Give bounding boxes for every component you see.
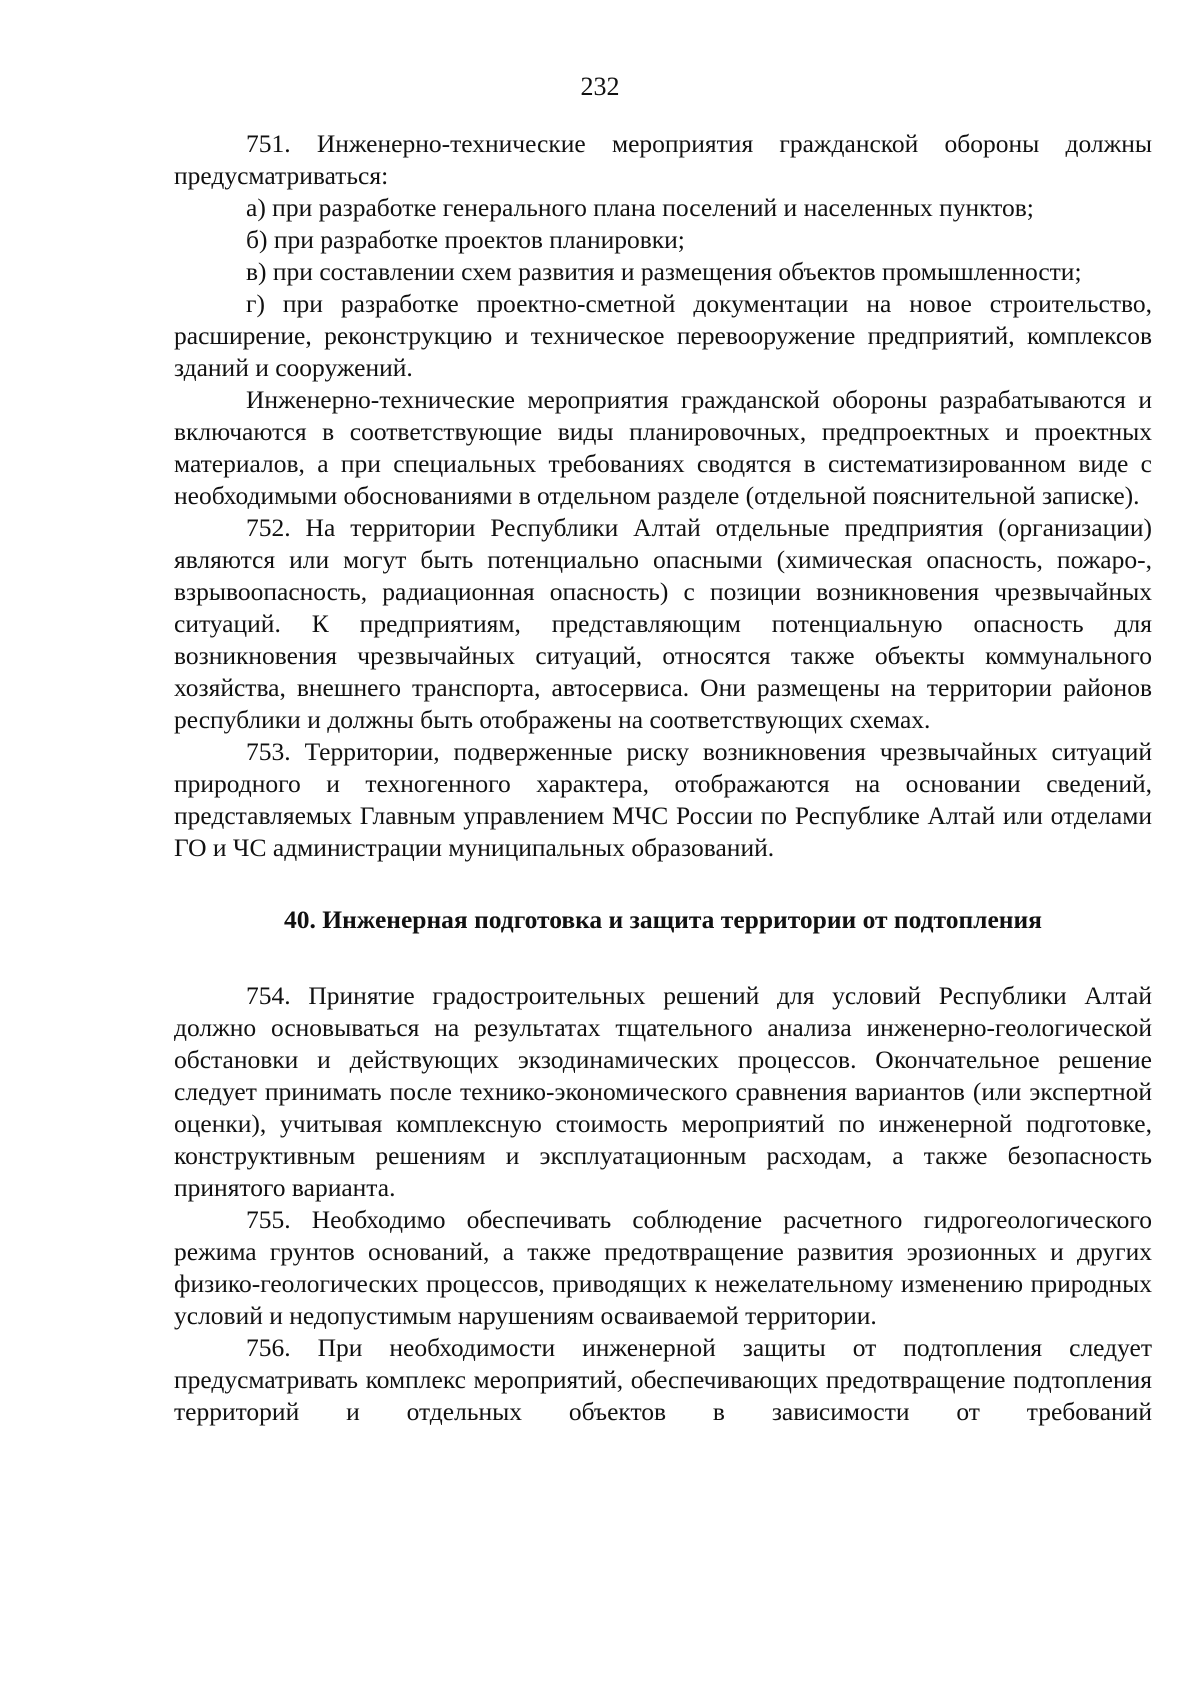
paragraph-752: 752. На территории Республики Алтай отдельные предприятия (организации) являются или могут быть потенциально опасными (химическая опасность, пожаро-, взрывоопасность, радиационная опасность) с позиции возникновения чрезвычайных ситуаций. К предприятиям, представляющим потенциальную опасность для возникновения чрезвычайных ситуаций, относятся также объекты коммунального хозяйства, внешнего транспорта, автосервиса. Они размещены на территории районов республики и должны быть отображены на соответствующих схемах. <box>174 513 1152 734</box>
paragraph-756: 756. При необходимости инженерной защиты от подтопления следует предусматривать комплекс мероприятий, обеспечивающих предотвращение подтопления территорий и отдельных объектов в зависимости от требований <box>174 1333 1152 1426</box>
paragraph-751-tail: Инженерно-технические мероприятия гражданской обороны разрабатываются и включаются в соответствующие виды планировочных, предпроектных и проектных материалов, а при специальных требованиях сводятся в систематизированном виде с необходимыми обоснованиями в отдельном разделе (отдельной пояснительной записке). <box>174 385 1152 510</box>
document-body <box>174 128 1152 1428</box>
paragraph-753: 753. Территории, подверженные риску возникновения чрезвычайных ситуаций природного и техногенного характера, отображаются на основании сведений, представляемых Главным управлением МЧС России по Республике Алтай или отделами ГО и ЧС администрации муниципальных образований. <box>174 737 1152 862</box>
paragraph-755: 755. Необходимо обеспечивать соблюдение расчетного гидрогеологического режима грунтов оснований, а также предотвращение развития эрозионных и других физико-геологических процессов, приводящих к нежелательному изменению природных условий и недопустимым нарушениям осваиваемой территории. <box>174 1205 1152 1330</box>
section-heading-40: 40. Инженерная подготовка и защита территории от подтопления <box>284 905 1042 934</box>
paragraph-754: 754. Принятие градостроительных решений для условий Республики Алтай должно основываться на результатах тщательного анализа инженерно-геологической обстановки и действующих экзодинамических процессов. Окончательное решение следует принимать после технико-экономического сравнения вариантов (или экспертной оценки), учитывая комплексную стоимость мероприятий по инженерной подготовке, конструктивным решениям и эксплуатационным расходам, а также безопасность принятого варианта. <box>174 981 1152 1202</box>
list-item-751-b: б) при разработке проектов планировки; <box>246 225 685 254</box>
list-item-751-a: а) при разработке генерального плана поселений и населенных пунктов; <box>246 193 1034 222</box>
page-number: 232 <box>580 72 620 101</box>
list-item-751-v: в) при составлении схем развития и размещения объектов промышленности; <box>246 257 1082 286</box>
paragraph-751: 751. Инженерно-технические мероприятия гражданской обороны должны предусматриваться: <box>174 129 1152 190</box>
list-item-751-g: г) при разработке проектно-сметной документации на новое строительство, расширение, реконструкцию и техническое перевооружение предприятий, комплексов зданий и сооружений. <box>174 289 1152 382</box>
